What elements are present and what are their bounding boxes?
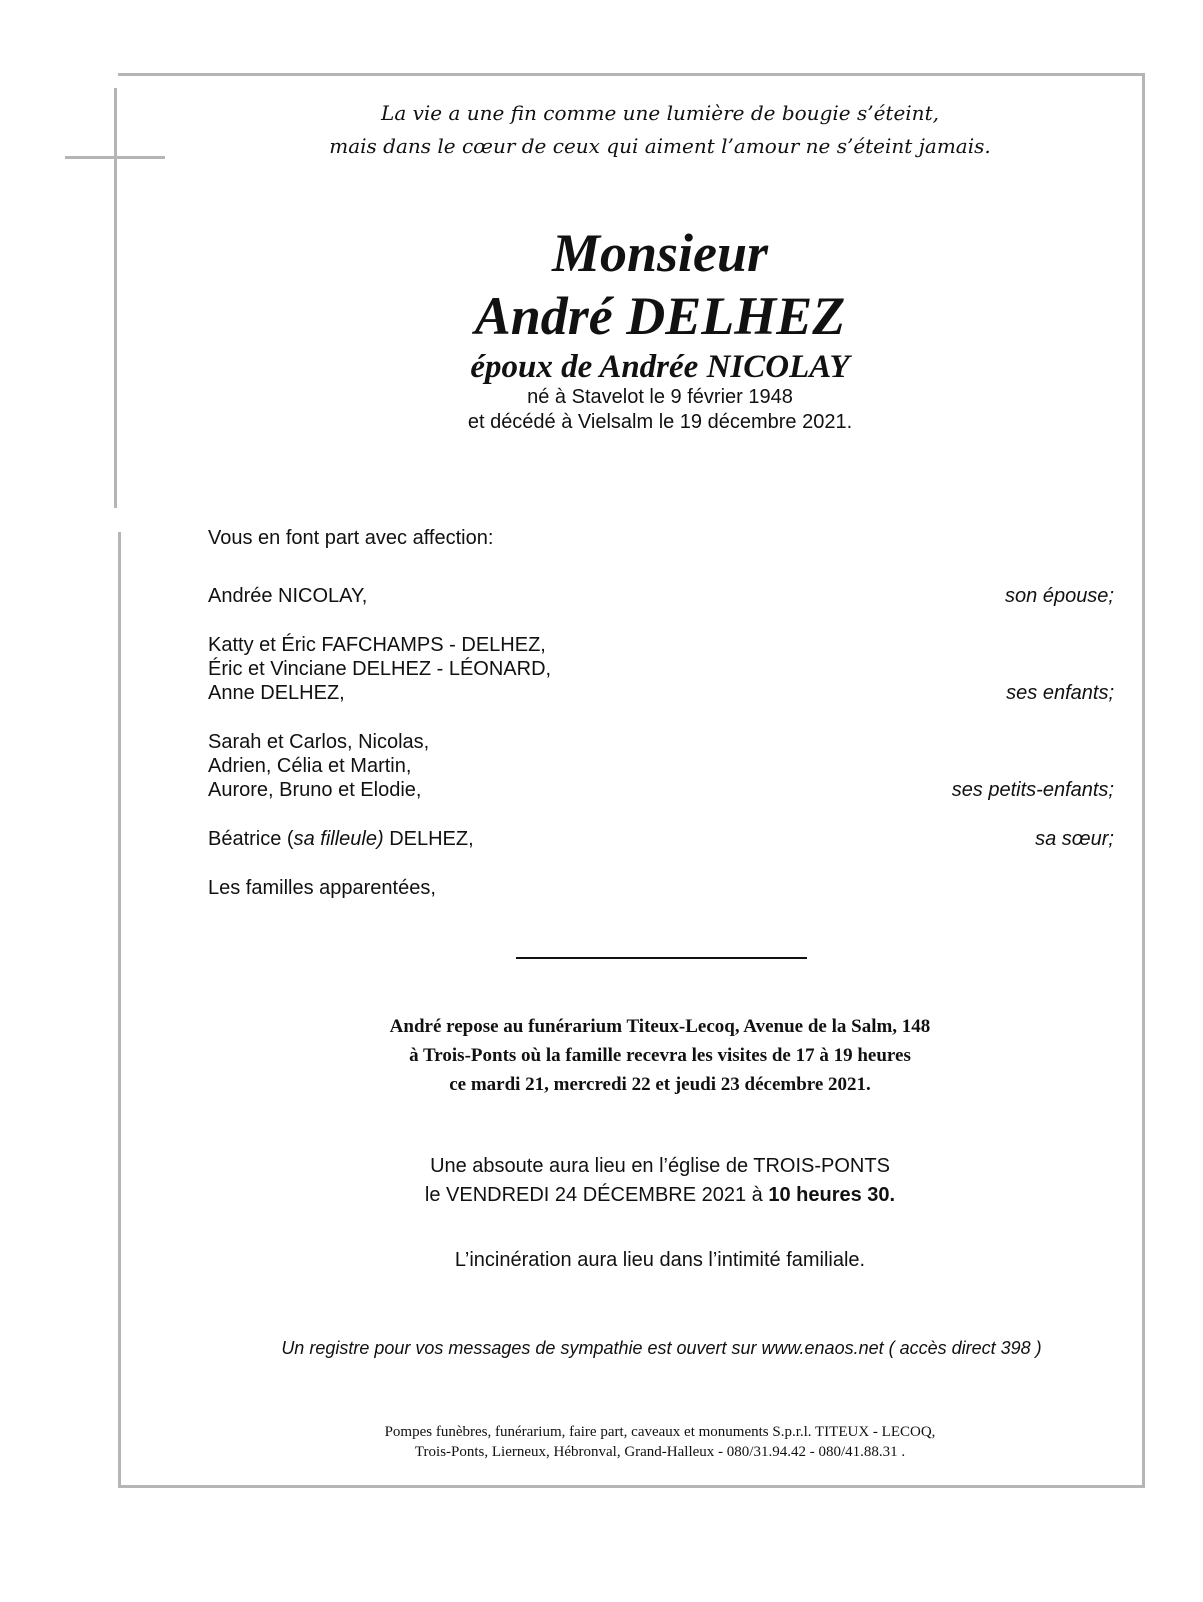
repose-line-1: André repose au funérarium Titeux-Lecoq, Avenue de la Salm, 148 [389, 1016, 931, 1037]
sister-name-suffix: DELHEZ, [383, 828, 474, 850]
cremation-info: L’incinération aura lieu dans l’intimité familiale. [454, 1249, 866, 1271]
repose-info [160, 1012, 1160, 1099]
ceremony-line-1: Une absoute aura lieu en l’église de TROIS-PONTS [430, 1155, 890, 1177]
family-relation: ses enfants; [1006, 682, 1114, 704]
footer-line-2: Trois-Ponts, Lierneux, Hébronval, Grand-Halleux - 080/31.94.42 - 080/41.88.31 . [414, 1444, 906, 1460]
ceremony-line-2 [160, 1181, 1160, 1210]
deceased-title [160, 222, 1160, 386]
family-relation: sa sœur; [1035, 828, 1114, 850]
family-group-children [208, 633, 1114, 705]
family-relation: son épouse; [1005, 585, 1114, 607]
memorial-quote [160, 97, 1160, 163]
life-dates [160, 385, 1160, 435]
family-name: Katty et Éric FAFCHAMPS - DELHEZ, [208, 634, 546, 656]
deceased-name: André DELHEZ [474, 286, 846, 346]
frame-border-bottom [118, 1485, 1145, 1488]
family-group-grandchildren [208, 730, 1114, 802]
family-relation: ses petits-enfants; [951, 779, 1114, 801]
condolence-registry: Un registre pour vos messages de sympathie est ouvert sur www.enaos.net ( accès direct 398 ) [281, 1338, 1042, 1358]
family-closing: Les familles apparentées, [208, 877, 436, 899]
family-announcement [208, 526, 1114, 900]
spouse-line: époux de Andrée NICOLAY [470, 349, 850, 385]
cross-icon-horizontal [65, 156, 165, 159]
repose-line-3: ce mardi 21, mercredi 22 et jeudi 23 décembre 2021. [449, 1074, 871, 1095]
footer-line-1: Pompes funèbres, funérarium, faire part, caveaux et monuments S.p.r.l. TITEUX - LECOQ, [384, 1424, 936, 1440]
frame-border-top [118, 73, 1145, 76]
birth-line: né à Stavelot le 9 février 1948 [527, 386, 793, 408]
funeral-home-footer [160, 1422, 1160, 1462]
family-name: Adrien, Célia et Martin, [208, 755, 412, 777]
sister-name-prefix: Béatrice ( [208, 828, 294, 850]
quote-line-1: La vie a une fin comme une lumière de bougie s’éteint, [381, 101, 939, 125]
family-name: Sarah et Carlos, Nicolas, [208, 731, 430, 753]
honorific: Monsieur [551, 223, 769, 283]
frame-border-left [118, 532, 121, 1488]
ceremony-info [160, 1152, 1160, 1210]
family-name: Éric et Vinciane DELHEZ - LÉONARD, [208, 658, 552, 680]
ceremony-date: le VENDREDI 24 DÉCEMBRE 2021 à [424, 1184, 769, 1206]
ceremony-time: 10 heures 30. [768, 1184, 896, 1206]
cross-icon-vertical [114, 88, 117, 508]
family-name: Anne DELHEZ, [208, 682, 345, 704]
separator-line [516, 957, 807, 959]
sister-godchild-note: sa filleule) [293, 828, 384, 850]
family-name: Aurore, Bruno et Elodie, [208, 779, 422, 801]
family-intro: Vous en font part avec affection: [208, 527, 494, 549]
family-group-spouse [208, 584, 1114, 608]
family-group-sister [208, 827, 1114, 851]
death-line: et décédé à Vielsalm le 19 décembre 2021. [467, 411, 853, 433]
repose-line-2: à Trois-Ponts où la famille recevra les visites de 17 à 19 heures [409, 1045, 911, 1066]
quote-line-2: mais dans le cœur de ceux qui aiment l’amour ne s’éteint jamais. [329, 134, 991, 158]
family-name [208, 827, 1114, 851]
family-name: Andrée NICOLAY, [208, 585, 368, 607]
